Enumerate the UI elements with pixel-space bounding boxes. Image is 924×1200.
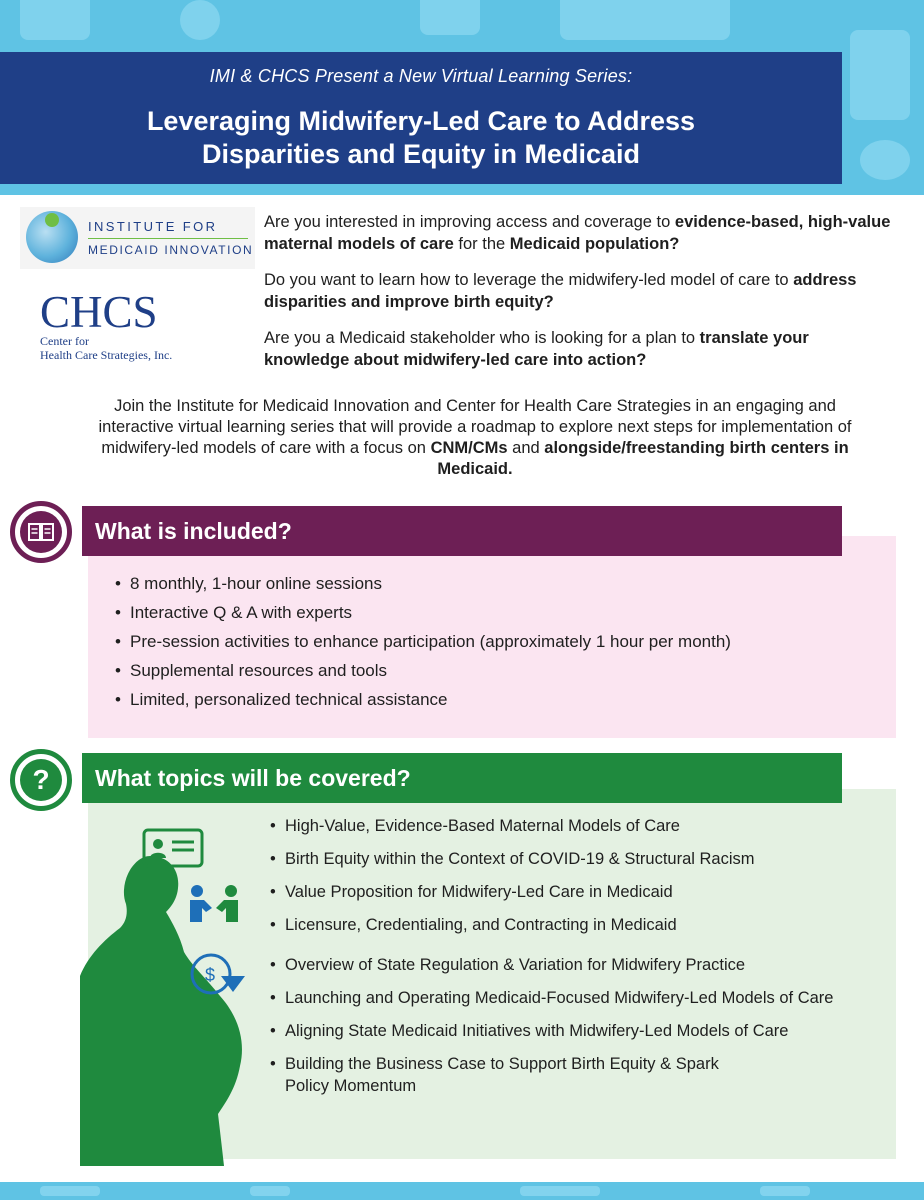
included-item-text: 8 monthly, 1-hour online sessions	[130, 574, 382, 593]
imi-logo-rule	[88, 238, 248, 239]
topic-item-text: High-Value, Evidence-Based Maternal Models of Care	[285, 817, 680, 835]
list-item	[115, 657, 885, 686]
header-kicker: IMI & CHCS Present a New Virtual Learning Series:	[209, 66, 633, 86]
list-item	[115, 570, 885, 599]
list-item	[270, 954, 890, 976]
header-banner	[0, 52, 842, 184]
list-item	[270, 1053, 765, 1097]
topic-item-text: Launching and Operating Medicaid-Focused Midwifery-Led Models of Care	[285, 989, 834, 1007]
intro-question-3	[264, 327, 894, 371]
intro-q1-bold: evidence-based, high-value maternal models of care	[264, 213, 891, 253]
bullet-glyph: •	[270, 956, 276, 974]
bullet-glyph: •	[270, 850, 276, 868]
imi-logo	[20, 207, 255, 269]
chcs-logo-wordmark: CHCS	[40, 287, 158, 337]
bullet-glyph: •	[270, 1022, 276, 1040]
intro-q2-text: Do you want to learn how to leverage the midwifery-led model of care to	[264, 271, 794, 289]
list-item	[115, 628, 885, 657]
intro-question-1	[264, 211, 894, 255]
bullet-glyph: •	[270, 817, 276, 835]
book-icon	[10, 501, 72, 563]
topic-item-text: Overview of State Regulation & Variation for Midwifery Practice	[285, 956, 746, 974]
topics-list	[270, 815, 890, 1108]
join-bold-2: alongside/freestanding birth centers in Medicaid.	[437, 439, 849, 478]
bullet-glyph: •	[115, 632, 121, 651]
intro-q1-text: Are you interested in improving access and coverage to	[264, 213, 675, 231]
bullet-glyph: •	[115, 661, 121, 680]
list-item	[115, 599, 885, 628]
topic-item-text: Building the Business Case to Support Birth Equity & Spark Policy Momentum	[285, 1055, 719, 1095]
svg-text:$: $	[205, 965, 216, 985]
intro-question-2	[264, 269, 894, 313]
imi-logo-line-2: MEDICAID INNOVATION	[88, 243, 254, 257]
intro-questions	[264, 211, 894, 385]
bullet-glyph: •	[115, 574, 121, 593]
included-item-text: Interactive Q & A with experts	[130, 603, 353, 622]
list-item	[270, 881, 890, 903]
bullet-glyph: •	[270, 916, 276, 934]
topic-item-text: Value Proposition for Midwifery-Led Care in Medicaid	[285, 883, 673, 901]
topic-item-text: Licensure, Credentialing, and Contracting in Medicaid	[285, 916, 677, 934]
intro-q3-text: Are you a Medicaid stakeholder who is looking for a plan to	[264, 329, 700, 347]
question-mark-glyph: ?	[20, 759, 62, 801]
list-item	[270, 987, 845, 1009]
included-item-text: Limited, personalized technical assistance	[130, 690, 448, 709]
list-item	[270, 1020, 795, 1042]
person-figure-icon	[45, 213, 59, 227]
id-card-icon	[142, 828, 204, 868]
bullet-glyph: •	[115, 603, 121, 622]
intro-q1-bold-2: Medicaid population?	[509, 235, 680, 253]
intro-q2-bold: address disparities and improve birth equity?	[264, 271, 857, 311]
included-list	[115, 570, 885, 715]
question-mark-icon	[10, 749, 72, 811]
list-item	[270, 914, 890, 936]
intro-q1-text-2: for the	[453, 235, 510, 253]
chcs-logo-line-1: Center for	[40, 334, 89, 348]
included-item-text: Pre-session activities to enhance participation (approximately 1 hour per month)	[130, 632, 731, 651]
chcs-logo	[40, 287, 220, 362]
topic-item-text: Birth Equity within the Context of COVID-19 & Structural Racism	[285, 850, 755, 868]
topic-item-text: Aligning State Medicaid Initiatives with Midwifery-Led Models of Care	[285, 1022, 789, 1040]
title-line-2: Disparities and Equity in Medicaid	[201, 139, 641, 169]
intro-q3-bold: translate your knowledge about midwifery-led care into action?	[264, 329, 809, 369]
imi-logo-line-1: INSTITUTE FOR	[88, 219, 218, 234]
chcs-logo-line-2: Health Care Strategies, Inc.	[40, 348, 173, 362]
list-item	[115, 686, 885, 715]
page-title	[0, 105, 842, 171]
handshake-icon	[186, 884, 242, 924]
join-paragraph	[80, 396, 870, 480]
bullet-glyph: •	[270, 1055, 276, 1073]
included-heading: What is included?	[82, 506, 842, 556]
topics-heading: What topics will be covered?	[82, 753, 842, 803]
dollar-pie-chart-icon	[189, 952, 251, 996]
bullet-glyph: •	[115, 690, 121, 709]
bullet-glyph: •	[270, 883, 276, 901]
bullet-glyph: •	[270, 989, 276, 1007]
bottom-decorative-band	[0, 1182, 924, 1200]
title-line-1: Leveraging Midwifery-Led Care to Address	[146, 106, 696, 136]
join-bold-1: CNM/CMs	[430, 439, 508, 457]
join-text: Join the Institute for Medicaid Innovation and Center for Health Care Strategies in an engaging and interactive virtual learning series that will provide a roadmap to explore next steps for implementation of midwifery-led models of care with a focus on	[98, 397, 852, 457]
list-item	[270, 815, 890, 837]
included-item-text: Supplemental resources and tools	[130, 661, 388, 680]
join-text-2: and	[507, 439, 545, 457]
list-item	[270, 848, 890, 870]
